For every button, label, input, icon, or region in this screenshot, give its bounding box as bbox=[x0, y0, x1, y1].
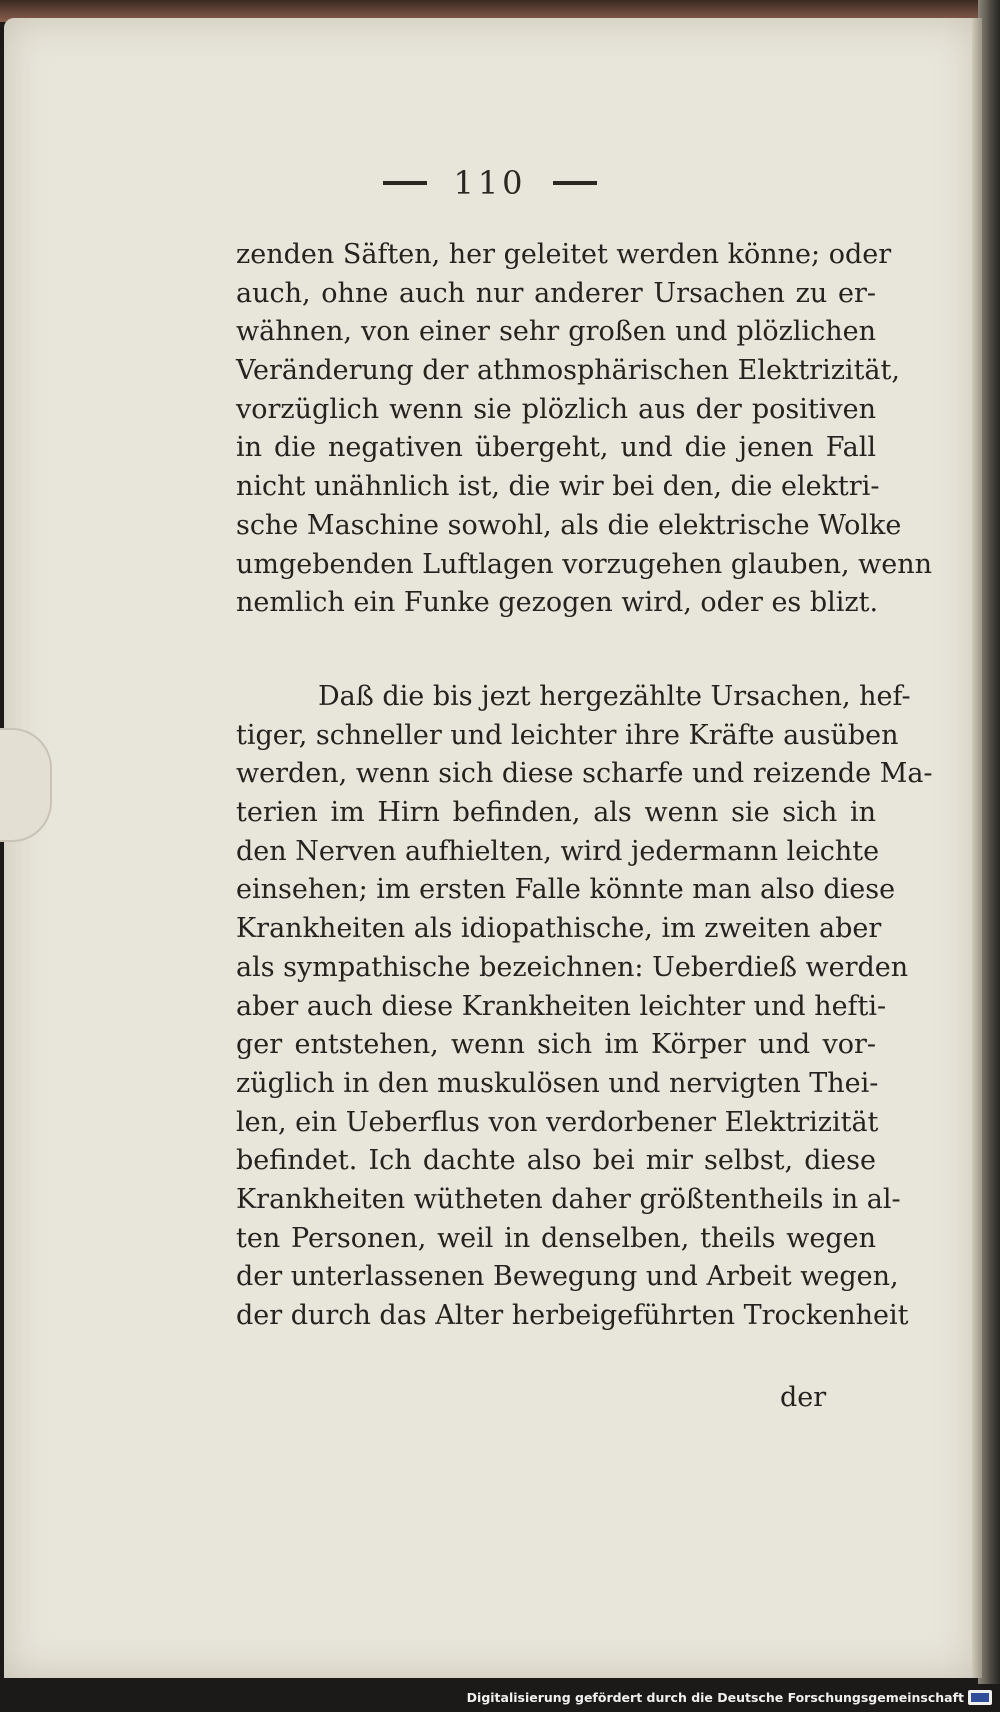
text-line: wähnen, von einer sehr großen und plözlichen bbox=[236, 316, 876, 348]
text-line: befindet. Ich dachte also bei mir selbst, diese bbox=[236, 1145, 876, 1177]
dfg-logo-icon bbox=[968, 1690, 992, 1705]
catchword: der bbox=[780, 1382, 827, 1413]
page-tab-marker bbox=[0, 728, 52, 842]
text-line: nemlich ein Funke gezogen wird, oder es blizt. bbox=[236, 587, 879, 619]
text-line: werden, wenn sich diese scharfe und reizende Ma- bbox=[236, 758, 933, 790]
book-page bbox=[4, 18, 976, 1678]
paragraph-2 bbox=[236, 678, 933, 1336]
text-line: züglich in den muskulösen und nervigten Thei- bbox=[236, 1067, 879, 1099]
text-line: als sympathische bezeichnen: Ueberdieß werden bbox=[236, 951, 909, 983]
text-line: in die negativen übergeht, und die jenen Fall bbox=[236, 432, 876, 464]
text-line: tiger, schneller und leichter ihre Kräfte ausüben bbox=[236, 719, 899, 751]
text-line: ger entstehen, wenn sich im Körper und vor- bbox=[236, 1029, 876, 1061]
text-line: Veränderung der athmosphärischen Elektrizität, bbox=[236, 355, 900, 387]
text-line: den Nerven aufhielten, wird jedermann leichte bbox=[236, 835, 880, 867]
header-rule-right bbox=[553, 181, 597, 185]
page-number: 110 bbox=[453, 164, 527, 202]
text-line: len, ein Ueberflus von verdorbener Elektrizität bbox=[236, 1106, 879, 1138]
paragraph-1 bbox=[236, 236, 932, 623]
text-line: terien im Hirn befinden, als wenn sie sich in bbox=[236, 797, 876, 829]
page-header bbox=[4, 164, 976, 202]
text-line: umgebenden Luftlagen vorzugehen glauben, wenn bbox=[236, 548, 932, 580]
text-line: sche Maschine sowohl, als die elektrische Wolke bbox=[236, 509, 902, 541]
text-line: vorzüglich wenn sie plözlich aus der positiven bbox=[236, 393, 876, 425]
text-line: ten Personen, weil in denselben, theils wegen bbox=[236, 1222, 876, 1254]
text-line: der durch das Alter herbeigeführten Trockenheit bbox=[236, 1300, 909, 1331]
text-line: Krankheiten als idiopathische, im zweiten aber bbox=[236, 913, 882, 945]
text-line: aber auch diese Krankheiten leichter und hefti- bbox=[236, 990, 887, 1022]
page-fore-edge bbox=[972, 18, 982, 1678]
header-rule-left bbox=[383, 181, 427, 185]
digitization-credit: Digitalisierung gefördert durch die Deutsche Forschungsgemeinschaft bbox=[466, 1690, 964, 1705]
text-line: auch, ohne auch nur anderer Ursachen zu er- bbox=[236, 277, 876, 309]
text-line: Daß die bis jezt hergezählte Ursachen, hef- bbox=[318, 681, 911, 712]
text-line: einsehen; im ersten Falle könnte man also diese bbox=[236, 874, 896, 906]
text-line: der unterlassenen Bewegung und Arbeit wegen, bbox=[236, 1261, 899, 1293]
text-line: nicht unähnlich ist, die wir bei den, die elektri- bbox=[236, 471, 880, 503]
text-line: zenden Säften, her geleitet werden könne; oder bbox=[236, 239, 892, 270]
text-line: Krankheiten wütheten daher größtentheils in al- bbox=[236, 1183, 901, 1215]
footer-bar bbox=[0, 1684, 1000, 1712]
